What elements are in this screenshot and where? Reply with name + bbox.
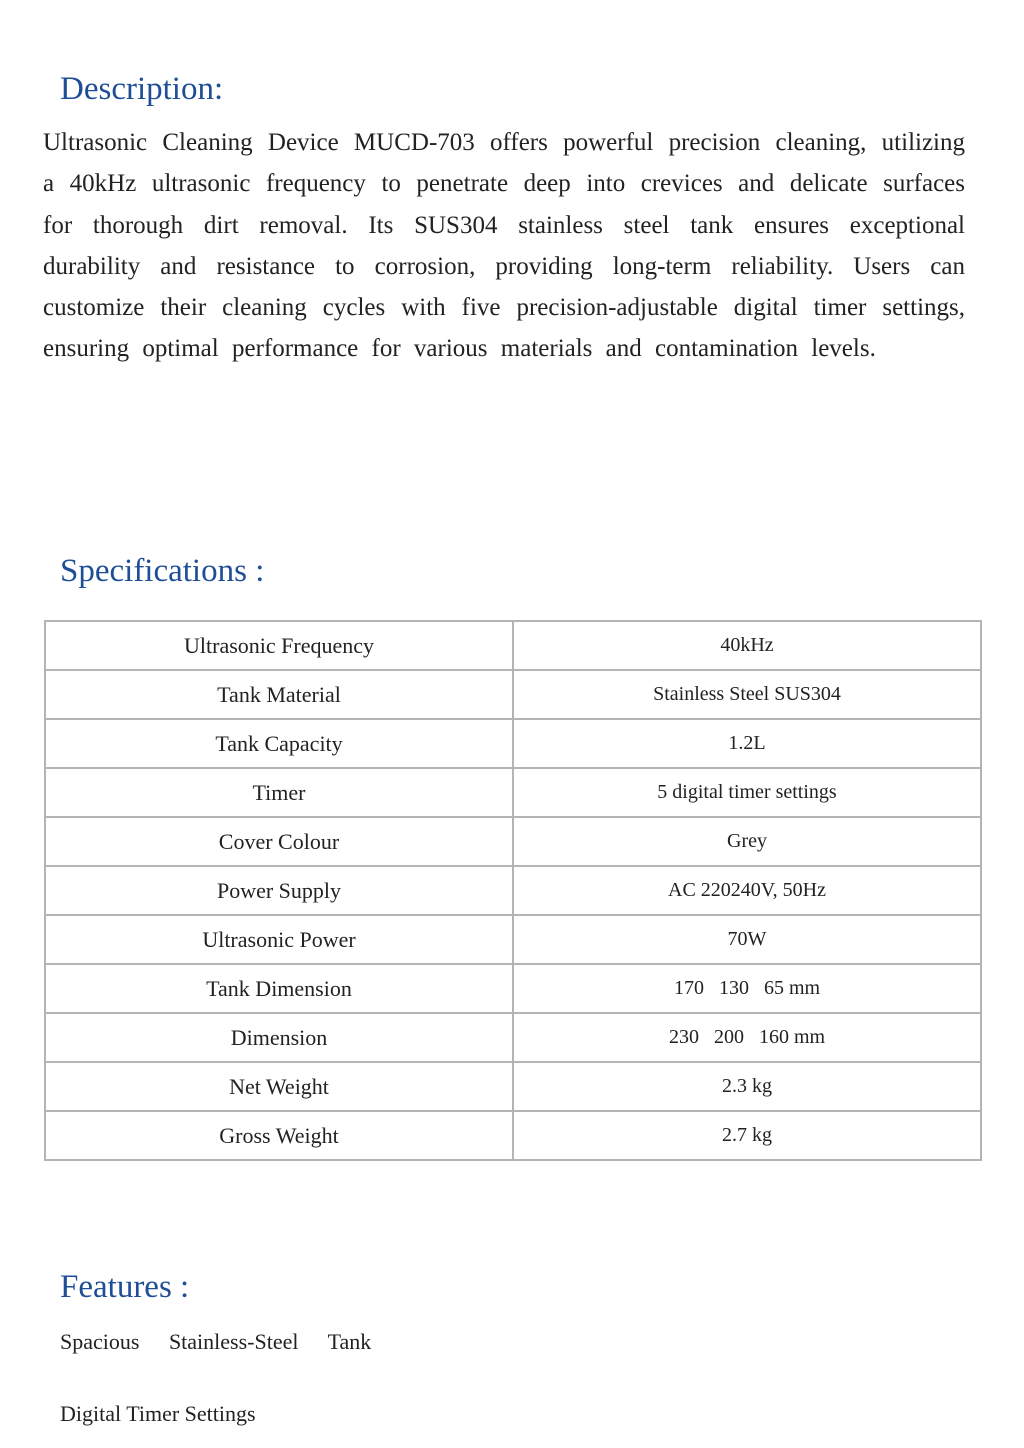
spec-value: 2.7 kg: [513, 1111, 981, 1160]
specifications-heading: Specifications :: [60, 553, 265, 589]
spec-row-net-weight: [45, 1062, 981, 1111]
spec-value: AC 220240V, 50Hz: [513, 866, 981, 915]
spec-value: 2.3 kg: [513, 1062, 981, 1111]
spec-value: 5 digital timer settings: [513, 768, 981, 817]
features-heading: Features :: [60, 1269, 190, 1305]
spec-value: 230 200 160 mm: [513, 1013, 981, 1062]
feature-item: Digital Timer Settings: [60, 1401, 256, 1426]
spec-value: Stainless Steel SUS304: [513, 670, 981, 719]
spec-label: Ultrasonic Frequency: [45, 621, 513, 670]
spec-label: Ultrasonic Power: [45, 915, 513, 964]
description-heading: Description:: [60, 71, 224, 107]
specifications-table: [44, 620, 982, 1161]
spec-row-tank-dimension: [45, 964, 981, 1013]
spec-label: Power Supply: [45, 866, 513, 915]
spec-label: Dimension: [45, 1013, 513, 1062]
spec-row-power-supply: [45, 866, 981, 915]
spec-label: Cover Colour: [45, 817, 513, 866]
spec-row-timer: [45, 768, 981, 817]
spec-value: 70W: [513, 915, 981, 964]
spec-row-tank-capacity: [45, 719, 981, 768]
spec-label: Net Weight: [45, 1062, 513, 1111]
spec-row-tank-material: [45, 670, 981, 719]
spec-row-dimension: [45, 1013, 981, 1062]
spec-value: 1.2L: [513, 719, 981, 768]
spec-row-cover-colour: [45, 817, 981, 866]
spec-label: Timer: [45, 768, 513, 817]
spec-row-gross-weight: [45, 1111, 981, 1160]
description-text: Ultrasonic Cleaning Device MUCD-703 offers powerful precision cleaning, utilizing a 40kHz ultrasonic frequency to penetrate deep into crevices and delicate surfaces for thorough dirt removal. Its SUS304 stainless steel tank ensures exceptional durability and resistance to corrosion, providing long-term reliability. Users can customize their cleaning cycles with five precision-adjustable digital timer settings, ensuring optimal performance for various materials and contamination levels.: [43, 129, 965, 363]
spec-label: Gross Weight: [45, 1111, 513, 1160]
feature-item: Spacious Stainless-Steel Tank: [60, 1329, 372, 1354]
spec-label: Tank Material: [45, 670, 513, 719]
spec-value: Grey: [513, 817, 981, 866]
spec-value: 170 130 65 mm: [513, 964, 981, 1013]
spec-row-ultrasonic-power: [45, 915, 981, 964]
spec-label: Tank Dimension: [45, 964, 513, 1013]
spec-label: Tank Capacity: [45, 719, 513, 768]
spec-value: 40kHz: [513, 621, 981, 670]
spec-row-ultrasonic-frequency: [45, 621, 981, 670]
